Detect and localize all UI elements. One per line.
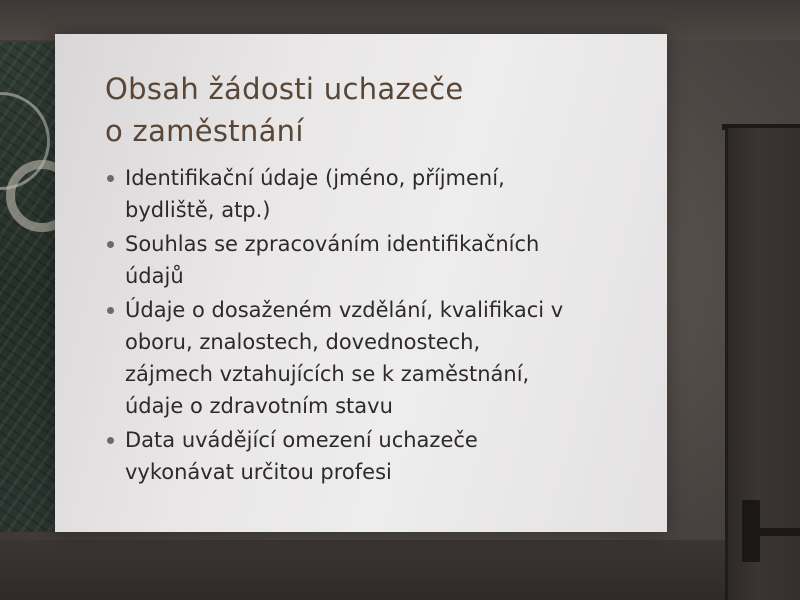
bullet-line: vykonávat určitou profesi: [125, 460, 392, 484]
bullet-dot-icon: [107, 241, 114, 248]
bullet-item: [105, 294, 635, 422]
floor-shadow: [0, 540, 800, 600]
projection-screen: [55, 34, 667, 532]
bullet-line: údaje o zdravotním stavu: [125, 394, 393, 418]
bullet-list: [105, 162, 635, 490]
bullet-line: Data uvádějící omezení uchazeče: [125, 428, 478, 452]
bullet-line: Souhlas se zpracováním identifikačních: [125, 232, 540, 256]
bullet-line: bydliště, atp.): [125, 198, 271, 222]
bullet-dot-icon: [107, 437, 114, 444]
slide-title-line: o zaměstnání: [105, 114, 304, 148]
bullet-dot-icon: [107, 175, 114, 182]
bullet-line: oboru, znalostech, dovednostech,: [125, 330, 481, 354]
bullet-item: [105, 228, 635, 292]
bullet-line: Údaje o dosaženém vzdělání, kvalifikaci v: [125, 298, 564, 322]
bullet-item: [105, 424, 635, 488]
slide-marble-border: [0, 42, 62, 532]
bullet-line: zájmech vztahujících se k zaměstnání,: [125, 362, 530, 386]
bullet-item: [105, 162, 635, 226]
slide-title-line: Obsah žádosti uchazeče: [105, 72, 464, 106]
door-handle-bar: [758, 528, 800, 536]
bullet-dot-icon: [107, 307, 114, 314]
bullet-line: Identifikační údaje (jméno, příjmení,: [125, 166, 505, 190]
bullet-line: údajů: [125, 264, 184, 288]
slide-title: [105, 68, 625, 152]
